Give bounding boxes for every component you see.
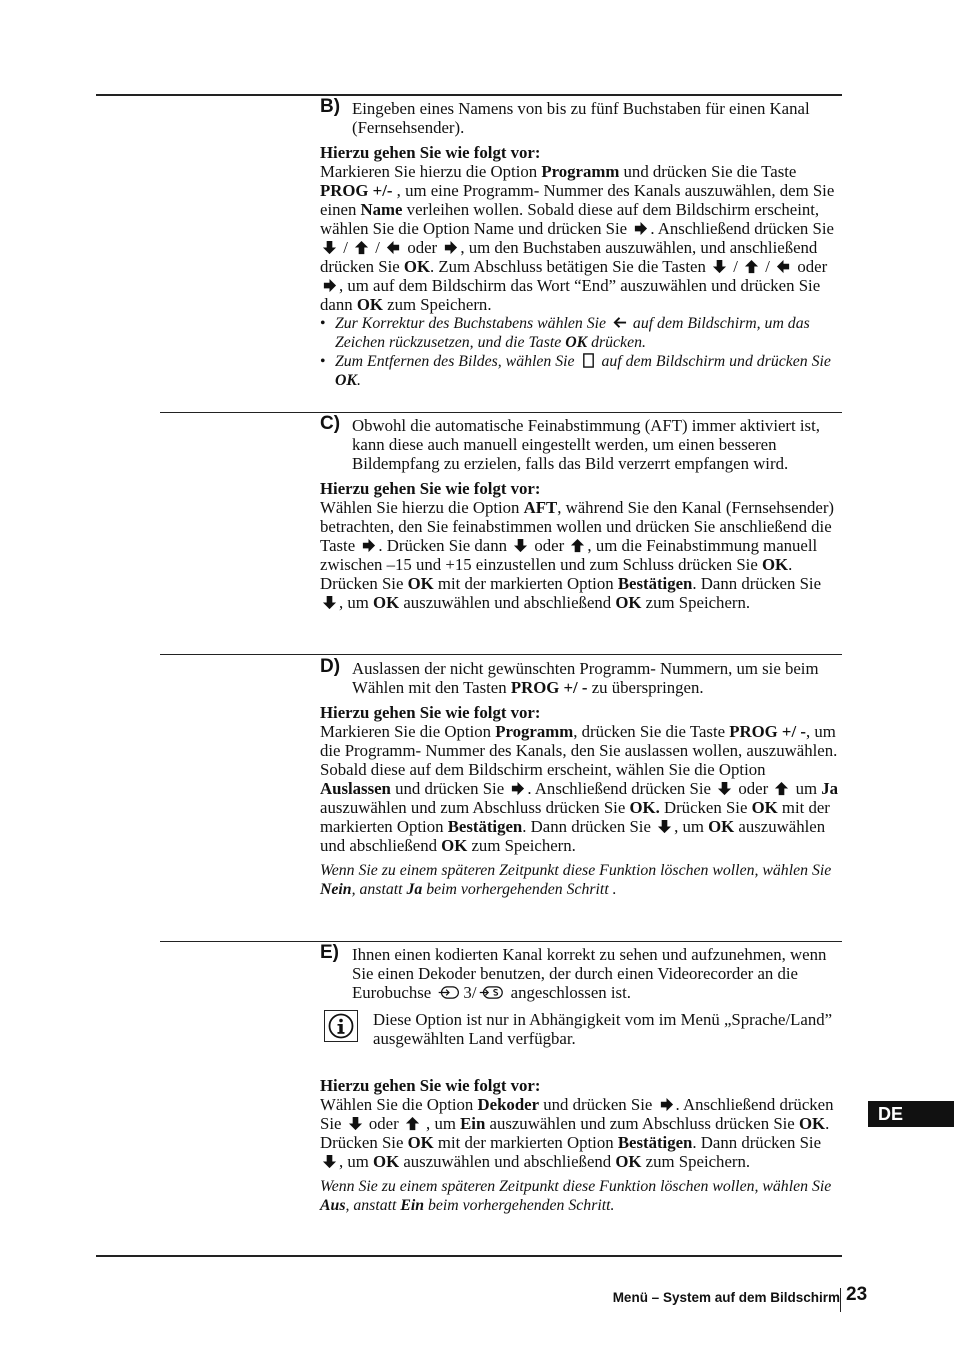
scart-s-video-icon — [478, 985, 504, 1000]
section-b-bullet-2: • Zum Entfernen des Bildes, wählen Sie auf dem Bildschirm und drücken Sie OK. — [320, 353, 831, 389]
arrow-up-icon — [570, 538, 585, 553]
arrow-left-icon — [386, 240, 401, 255]
section-d-note: Wenn Sie zu einem späteren Zeitpunkt diese Funktion löschen wollen, wählen Sie Nein, anstatt Ja beim vorhergehenden Schritt . — [320, 862, 832, 898]
section-letter: C) — [320, 413, 341, 434]
section-c-intro: C) Obwohl die automatische Feinabstimmung (AFT) immer aktiviert ist, kann diese auch manuell eingestellt werden, um einen besseren Bildempfang zu erzielen, falls das Bild verzerrt empfangen wird. — [320, 413, 820, 473]
section-e-note: Wenn Sie zu einem späteren Zeitpunkt diese Funktion löschen wollen, wählen Sie Aus, anstatt Ein beim vorhergehenden Schritt. — [320, 1178, 832, 1214]
section-heading: Hierzu gehen Sie wie folgt vor: — [320, 479, 541, 498]
arrow-down-icon — [717, 781, 732, 796]
section-heading: Hierzu gehen Sie wie folgt vor: — [320, 1076, 541, 1095]
top-rule — [96, 94, 842, 96]
arrow-down-icon — [513, 538, 528, 553]
section-letter: B) — [320, 96, 341, 117]
section-d-body: Markieren Sie die Option Programm, drücken Sie die Taste PROG +/ -, um die Programm- Nummer des Kanals, den Sie auslassen wollen, auszuwählen. Sobald diese auf dem Bildschirm erscheint, wählen Sie die Option Auslassen und drücken Sie . Anschließend drücken Sie oder um Ja auszuwählen und zum Abschluss drücken Sie OK. Drücken Sie OK mit der markierten Option Bestätigen. Dann drücken Sie , um OK auszuwählen und abschließend OK zum Speichern. — [320, 722, 839, 855]
arrow-right-icon — [361, 538, 376, 553]
arrow-up-icon — [354, 240, 369, 255]
footer-separator — [840, 1288, 841, 1312]
section-c-body: Wählen Sie hierzu die Option AFT, während Sie den Kanal (Fernsehsender) betrachten, den Sie feinabstimmen wollen und drücken Sie anschließend die Taste . Drücken Sie dann oder , um die Feinabstimmung manuell zwischen –15 und +15 einzustellen und zum Schluss drücken Sie OK. Drücken Sie OK mit der markierten Option Bestätigen. Dann drücken Sie , um OK auszuwählen und abschließend OK zum Speichern. — [320, 498, 835, 612]
section-divider-c — [160, 412, 842, 413]
info-icon — [324, 1010, 358, 1042]
arrow-down-icon — [712, 259, 727, 274]
arrow-left-icon — [776, 259, 791, 274]
arrow-right-icon — [322, 278, 337, 293]
section-heading: Hierzu gehen Sie wie folgt vor: — [320, 703, 541, 722]
info-note: Diese Option ist nur in Abhängigkeit vom im Menü „Sprache/Land” ausgewählten Land verfügbar. — [320, 1010, 840, 1048]
section-d-intro: D) Auslassen der nicht gewünschten Programm- Nummern, um sie beim Wählen mit den Tasten PROG +/ - zu überspringen. — [320, 656, 819, 697]
arrow-up-icon — [774, 781, 789, 796]
section-divider-e — [160, 941, 842, 942]
section-letter: E) — [320, 942, 339, 963]
section-d — [320, 656, 840, 899]
page-number: 23 — [846, 1284, 868, 1305]
language-tab: DE — [868, 1101, 954, 1127]
bottom-rule — [96, 1255, 842, 1257]
section-b-bullet-1: • Zur Korrektur des Buchstabens wählen Sie auf dem Bildschirm, um das Zeichen rückzusetzen, und die Taste OK drücken. — [320, 315, 810, 351]
blank-box-icon — [581, 353, 596, 368]
section-b-intro: B) Eingeben eines Namens von bis zu fünf Buchstaben für einen Kanal (Fernsehsender). — [320, 96, 810, 137]
arrow-down-icon — [322, 1154, 337, 1169]
scart-input-icon — [437, 985, 461, 1000]
section-letter: D) — [320, 656, 341, 677]
arrow-right-icon — [443, 240, 458, 255]
arrow-up-icon — [405, 1116, 420, 1131]
arrow-down-icon — [657, 819, 672, 834]
section-e-body: Wählen Sie die Option Dekoder und drücken Sie . Anschließend drücken Sie oder , um Ein auszuwählen und zum Abschluss drücken Sie OK. Drücken Sie OK mit der markierten Option Bestätigen. Dann drücken Sie , um OK auszuwählen und abschließend OK zum Speichern. — [320, 1095, 834, 1171]
section-e — [320, 942, 840, 1215]
arrow-right-icon — [633, 221, 648, 236]
arrow-right-icon — [510, 781, 525, 796]
section-b — [320, 96, 840, 390]
arrow-right-icon — [659, 1097, 674, 1112]
section-c — [320, 413, 840, 612]
footer-title: Menü – System auf dem Bildschirm — [612, 1290, 840, 1305]
section-divider-d — [160, 654, 842, 655]
arrow-down-icon — [322, 240, 337, 255]
section-b-body: Markieren Sie hierzu die Option Programm und drücken Sie die Taste PROG +/- , um eine Programm- Nummer des Kanals auszuwählen, dem Sie einen Name verleihen wollen. Sobald diese auf dem Bildschirm erscheint, wählen Sie die Option Name und drücken Sie . Anschließend drücken Sie / / oder , um den Buchstaben auszuwählen, und anschließend drücken Sie OK. Zum Abschluss betätigen Sie die Tasten / / oder , um auf dem Bildschirm das Wort “End” auszuwählen und drücken Sie dann OK zum Speichern. — [320, 162, 835, 314]
arrow-down-icon — [348, 1116, 363, 1131]
backspace-arrow-icon — [612, 315, 627, 330]
arrow-down-icon — [322, 595, 337, 610]
arrow-up-icon — [744, 259, 759, 274]
section-heading: Hierzu gehen Sie wie folgt vor: — [320, 143, 541, 162]
section-e-intro: E) Ihnen einen kodierten Kanal korrekt zu sehen und aufzunehmen, wenn Sie einen Dekoder benutzen, der durch einen Videorecorder an die Eurobuchse 3/ angeschlossen ist. — [320, 942, 827, 1002]
